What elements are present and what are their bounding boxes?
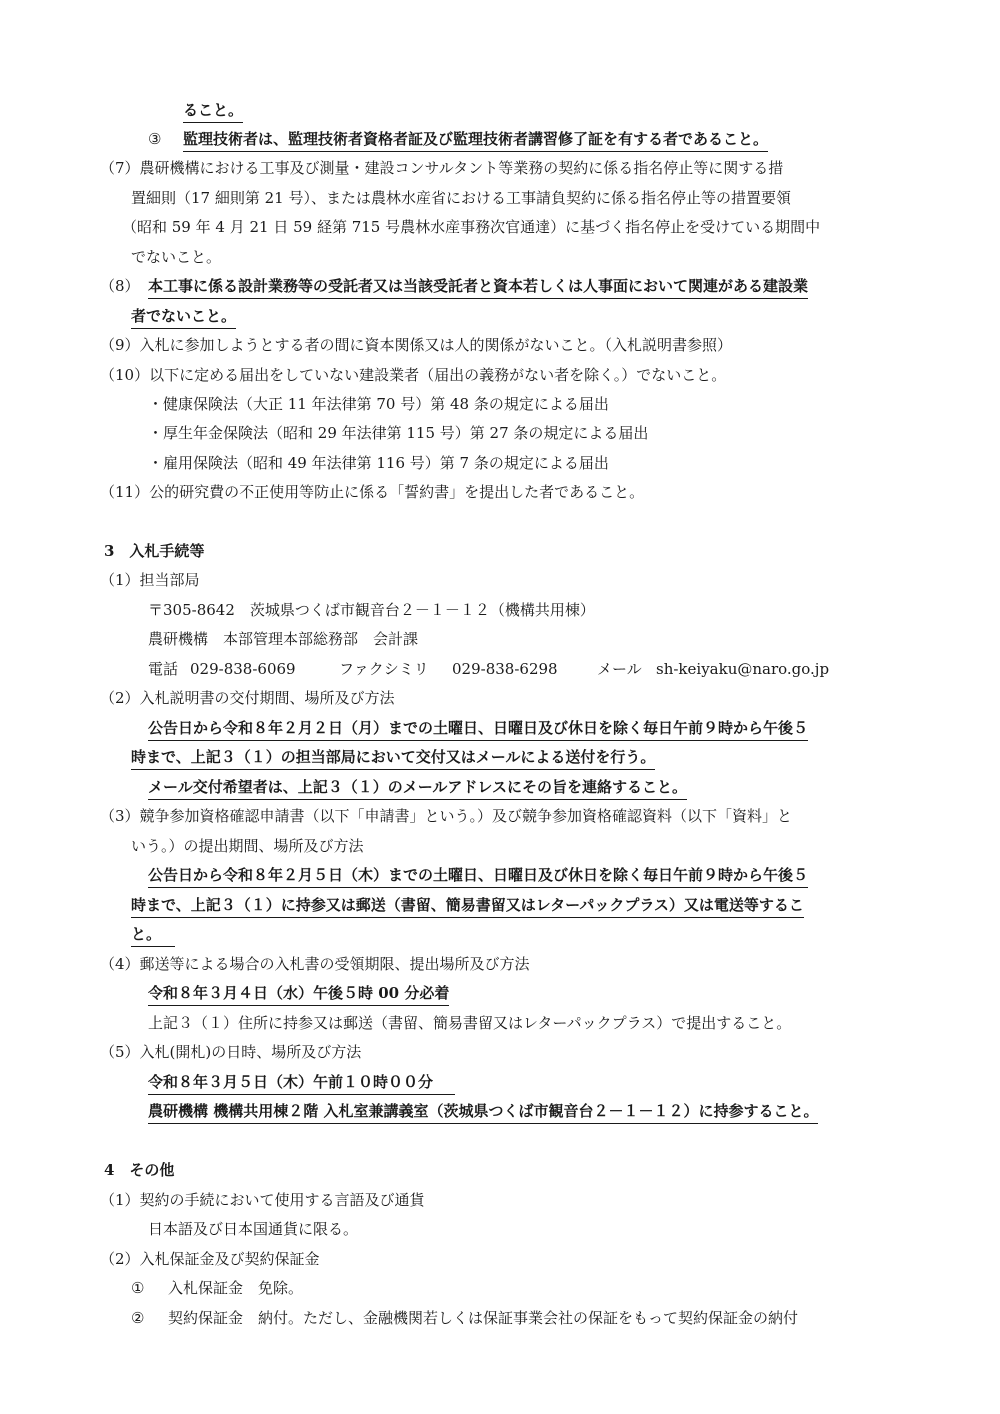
phone-number: 029-838-6069 xyxy=(190,660,296,678)
supervisor-requirement: 監理技術者は、監理技術者資格者証及び監理技術者講習修了証を有する者であること。 xyxy=(183,130,768,152)
section-3-4-method: 上記３（１）住所に持参又は郵送（書留、簡易書留又はレターパックプラス）で提出すること。 xyxy=(148,1014,792,1032)
section-3-3-heading-cont: いう。）の提出期間、場所及び方法 xyxy=(131,837,364,855)
fax-label: ファクシミリ xyxy=(339,660,429,678)
email-label: メール xyxy=(597,660,642,678)
section-3-3-line-3: と。 xyxy=(131,925,175,947)
continuation-line: ること。 xyxy=(183,101,243,123)
item-10: （10）以下に定める届出をしていない建設業者（届出の義務がない者を除く。）でないこと。 xyxy=(100,366,727,384)
item-7-line-3: （昭和 59 年 4 月 21 日 59 経第 715 号農林水産事務次官通達）に基づく指名停止を受けている期間中 xyxy=(122,218,821,236)
bid-deposit: 入札保証金 免除。 xyxy=(168,1279,304,1297)
section-3-3-heading: （3）競争参加資格確認申請書（以下「申請書」という。）及び競争参加資格確認資料（以下「資料」と xyxy=(100,807,793,825)
section-3-2-heading: （2）入札説明書の交付期間、場所及び方法 xyxy=(100,689,395,707)
section-3-3-line-1: 公告日から令和８年２月５日（木）までの土曜日、日曜日及び休日を除く毎日午前９時から午後５ xyxy=(148,866,808,888)
section-3-1-heading: （1）担当部局 xyxy=(100,571,200,589)
item-8-number: （8） xyxy=(100,277,140,295)
bid-opening-datetime: 令和８年３月５日（木）午前１０時００分 xyxy=(148,1073,455,1095)
section-3-2-line-3: メール交付希望者は、上記３（１）のメールアドレスにその旨を連絡すること。 xyxy=(148,778,687,800)
item-number-1: ① xyxy=(131,1279,145,1297)
email-address[interactable]: sh-keiyaku@naro.go.jp xyxy=(656,660,830,678)
section-3-2-line-1: 公告日から令和８年２月２日（月）までの土曜日、日曜日及び休日を除く毎日午前９時から午後５ xyxy=(148,719,808,741)
section-4-1-text: 日本語及び日本国通貨に限る。 xyxy=(148,1220,359,1238)
section-3-heading: 3 入札手続等 xyxy=(104,542,205,560)
item-number-2: ② xyxy=(131,1309,145,1327)
section-3-3-line-2: 時まで、上記３（１）に持参又は郵送（書留、簡易書留又はレターパックプラス）又は電送等するこ xyxy=(131,896,804,918)
section-4-heading: 4 その他 xyxy=(104,1161,175,1179)
section-4-1-heading: （1）契約の手続において使用する言語及び通貨 xyxy=(100,1191,425,1209)
fax-number: 029-838-6298 xyxy=(452,660,558,678)
bid-deadline: 令和８年３月４日（水）午後５時 00 分必着 xyxy=(148,984,449,1006)
section-3-5-heading: （5）入札(開札)の日時、場所及び方法 xyxy=(100,1043,362,1061)
item-8-line-2: 者でないこと。 xyxy=(131,307,236,329)
office-address: 〒305-8642 茨城県つくば市観音台２－１－１２（機構共用棟） xyxy=(148,601,595,619)
item-8-line-1: 本工事に係る設計業務等の受託者又は当該受託者と資本若しくは人事面において関連がある建設業 xyxy=(148,277,808,299)
section-3-4-heading: （4）郵送等による場合の入札書の受領期限、提出場所及び方法 xyxy=(100,955,530,973)
item-7-line-4: でないこと。 xyxy=(131,248,222,266)
section-4-2-heading: （2）入札保証金及び契約保証金 xyxy=(100,1250,320,1268)
item-number-3: ③ xyxy=(148,130,162,148)
section-3-2-line-2: 時まで、上記３（１）の担当部局において交付又はメールによる送付を行う。 xyxy=(131,748,655,770)
item-9: （9）入札に参加しようとする者の間に資本関係又は人的関係がないこと。（入札説明書参照） xyxy=(100,336,733,354)
item-7-line-2: 置細則（17 細則第 21 号）、または農林水産省における工事請負契約に係る指名停止等の措置要領 xyxy=(131,189,791,207)
item-7-line-1: （7）農研機構における工事及び測量・建設コンサルタント等業務の契約に係る指名停止等に関する措 xyxy=(100,159,784,177)
contract-deposit: 契約保証金 納付。ただし、金融機関若しくは保証事業会社の保証をもって契約保証金の納付 xyxy=(168,1309,799,1327)
item-10-bullet-2: ・厚生年金保険法（昭和 29 年法律第 115 号）第 27 条の規定による届出 xyxy=(148,424,649,442)
item-10-bullet-3: ・雇用保険法（昭和 49 年法律第 116 号）第 7 条の規定による届出 xyxy=(148,454,609,472)
bid-opening-location: 農研機構 機構共用棟２階 入札室兼講義室（茨城県つくば市観音台２－１－１２）に持参すること。 xyxy=(148,1102,818,1124)
office-department: 農研機構 本部管理本部総務部 会計課 xyxy=(148,630,419,648)
phone-label: 電話 xyxy=(148,660,179,678)
item-10-bullet-1: ・健康保険法（大正 11 年法律第 70 号）第 48 条の規定による届出 xyxy=(148,395,609,413)
item-11: （11）公的研究費の不正使用等防止に係る「誓約書」を提出した者であること。 xyxy=(100,483,645,501)
